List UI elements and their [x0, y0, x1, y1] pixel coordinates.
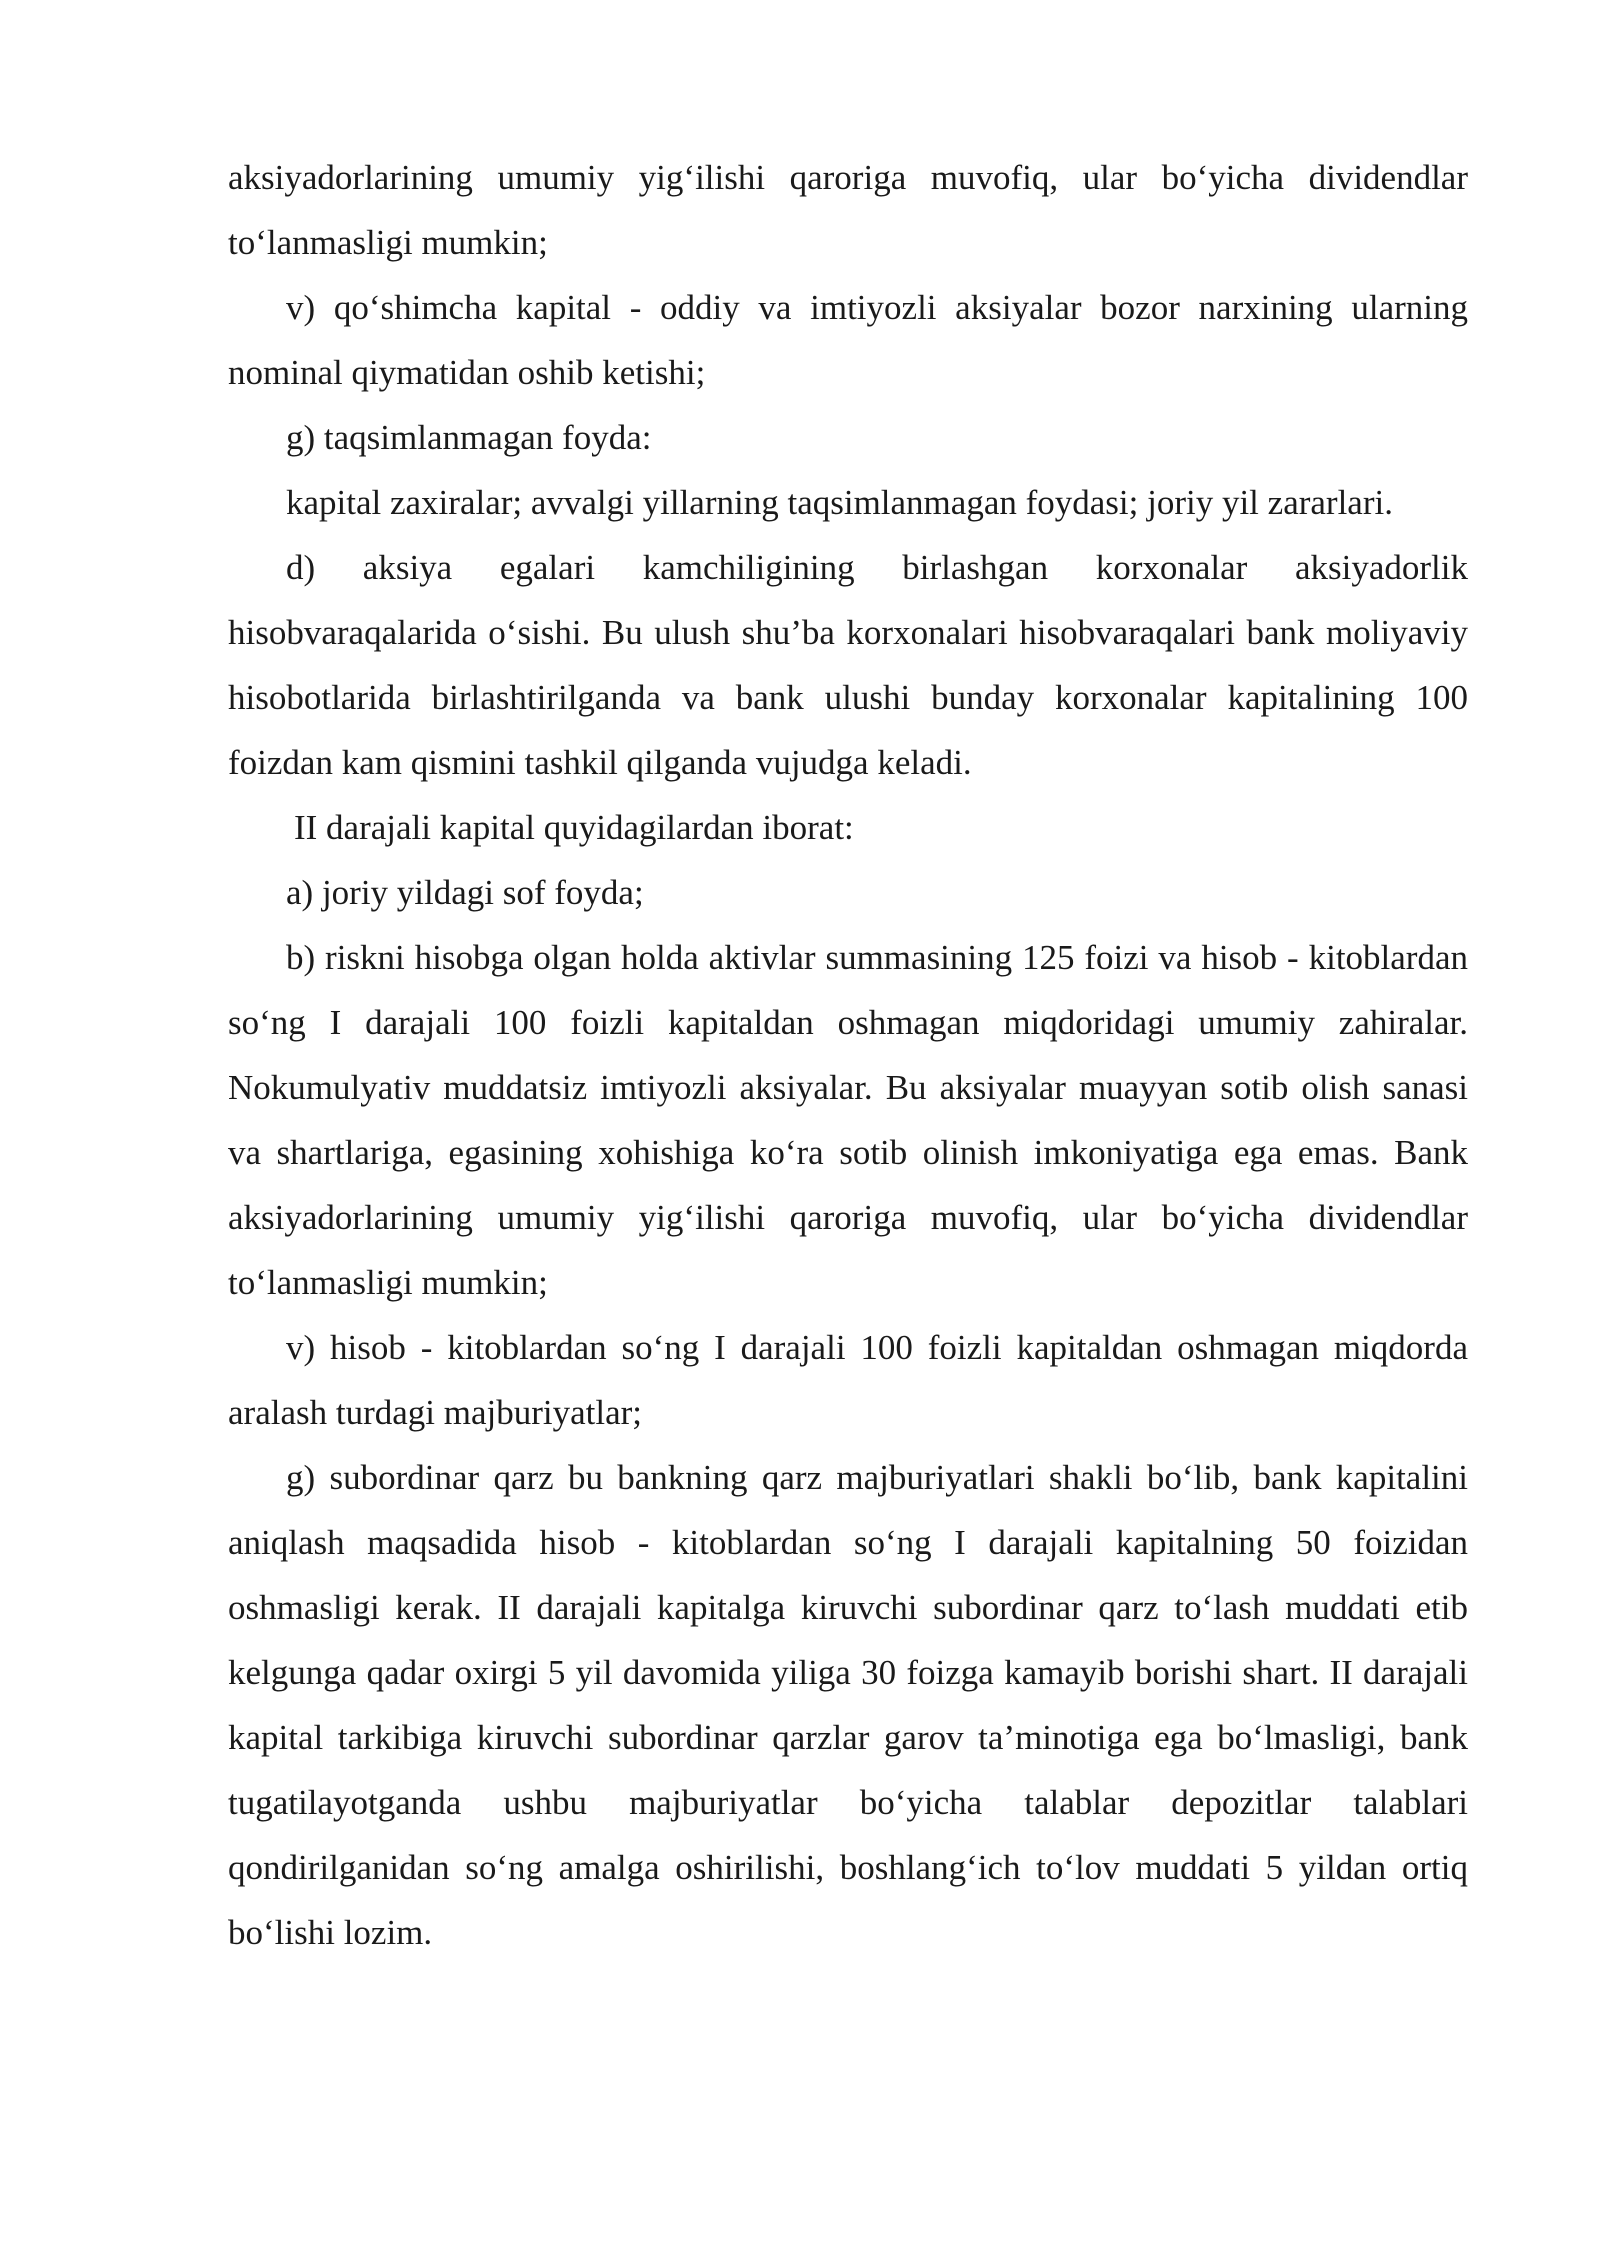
paragraph-tier2-heading: II darajali kapital quyidagilardan iborat:: [294, 808, 854, 847]
paragraph-g-subordinated-debt: g) subordinar qarz bu bankning qarz majburiyatlari shakli bo‘lib, bank kapitalini aniqlash maqsadida hisob - kitoblardan so‘ng I darajali kapitalning 50 foizidan oshmasligi kerak. II darajali kapitalga kiruvchi subordinar qarz to‘lash muddati etib kelgunga qadar oxirgi 5 yil davomida yiliga 30 foizga kamayib borishi shart. II darajali kapital tarkibiga kiruvchi subordinar qarzlar garov ta’minotiga ega bo‘lmasligi, bank tugatilayotganda ushbu majburiyatlar bo‘yicha talablar depozitlar talablari qondirilganidan so‘ng amalga oshirilishi, boshlang‘ich to‘lov muddati 5 yildan ortiq bo‘lishi lozim.: [228, 1458, 1468, 1952]
paragraph-v-additional-capital: v) qo‘shimcha kapital - oddiy va imtiyozli aksiyalar bozor narxining ularning nominal qiymatidan oshib ketishi;: [228, 288, 1468, 392]
paragraph-b-general-reserves: b) riskni hisobga olgan holda aktivlar summasining 125 foizi va hisob - kitoblardan so‘ng I darajali 100 foizli kapitaldan oshmagan miqdoridagi umumiy zahiralar. Nokumulyativ muddatsiz imtiyozli aksiyalar. Bu aksiyalar muayyan sotib olish sanasi va shartlariga, egasining xohishiga ko‘ra sotib olinish imkoniyatiga ega emas. Bank aksiyadorlarining umumiy yig‘ilishi qaroriga muvofiq, ular bo‘yicha dividendlar to‘lanmasligi mumkin;: [228, 938, 1468, 1302]
paragraph-d-minority-interest: d) aksiya egalari kamchiligining birlashgan korxonalar aksiyadorlik hisobvaraqalarida o‘sishi. Bu ulush shu’ba korxonalari hisobvaraqalari bank moliyaviy hisobotlarida birlashtirilganda va bank ulushi bunday korxonalar kapitalining 100 foizdan kam qismini tashkil qilganda vujudga keladi.: [228, 548, 1468, 782]
paragraph-continuation: aksiyadorlarining umumiy yig‘ilishi qaroriga muvofiq, ular bo‘yicha dividendlar to‘lanmasligi mumkin;: [228, 158, 1468, 262]
paragraph-a-net-profit: a) joriy yildagi sof foyda;: [286, 873, 644, 912]
paragraph-v-hybrid-liabilities: v) hisob - kitoblardan so‘ng I darajali 100 foizli kapitaldan oshmagan miqdorda aralash turdagi majburiyatlar;: [228, 1328, 1468, 1432]
paragraph-capital-reserves: kapital zaxiralar; avvalgi yillarning taqsimlanmagan foydasi; joriy yil zararlari.: [286, 483, 1393, 522]
paragraph-g-retained-earnings: g) taqsimlanmagan foyda:: [286, 418, 652, 457]
document-page: [228, 145, 1468, 1965]
